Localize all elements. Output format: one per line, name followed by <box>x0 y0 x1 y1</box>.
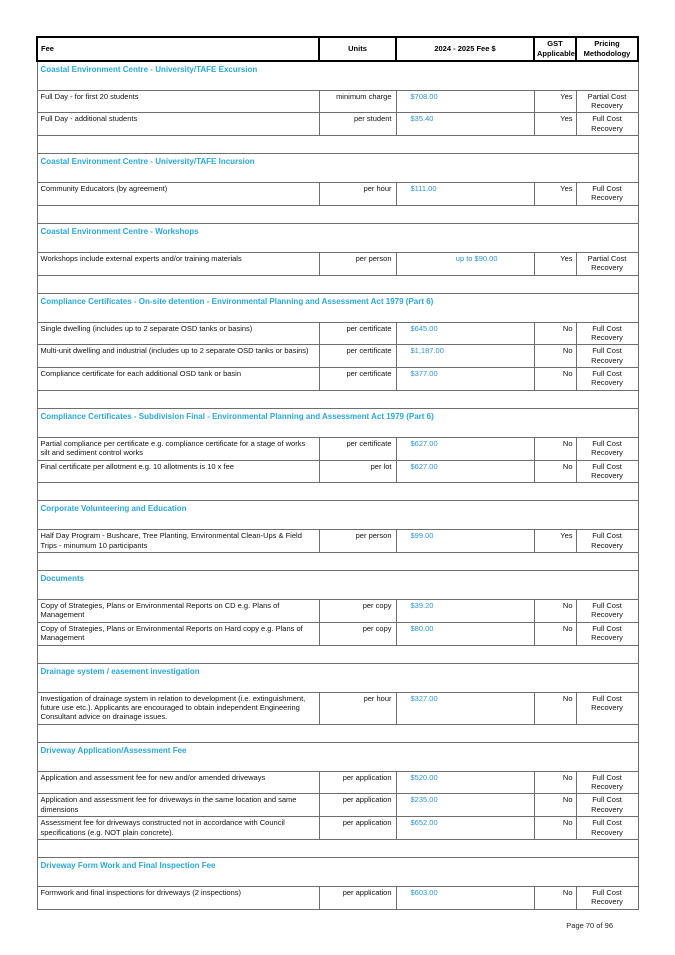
gst-applicable-value: No <box>534 600 576 623</box>
section-spacer-row <box>37 483 638 501</box>
section-spacer-row <box>37 390 638 408</box>
fee-row <box>37 460 638 483</box>
fee-units: per copy <box>319 600 396 623</box>
section-heading-row <box>37 501 638 530</box>
fee-row <box>37 692 638 724</box>
fee-row <box>37 322 638 345</box>
pricing-methodology-value: Full Cost Recovery <box>576 600 638 623</box>
section-spacer <box>37 724 638 742</box>
fee-amount: $35.40 <box>396 113 534 136</box>
fee-units: per certificate <box>319 322 396 345</box>
fee-row <box>37 368 638 391</box>
section-heading-row <box>37 742 638 771</box>
fee-description: Application and assessment fee for new and/or amended driveways <box>37 771 319 794</box>
section-spacer-row <box>37 136 638 154</box>
column-header-gst-applicable: GST Applicable <box>534 37 576 61</box>
gst-applicable-value: Yes <box>534 183 576 206</box>
pricing-methodology-value: Full Cost Recovery <box>576 622 638 645</box>
section-title: Coastal Environment Centre - University/TAFE Excursion <box>37 61 638 91</box>
fee-amount: $80.00 <box>396 622 534 645</box>
fee-description: Copy of Strategies, Plans or Environmental Reports on CD e.g. Plans of Management <box>37 600 319 623</box>
section-title: Compliance Certificates - On-site detention - Environmental Planning and Assessment Act 1979 (Part 6) <box>37 293 638 322</box>
page-number: Page 70 of 96 <box>566 921 613 930</box>
fee-row <box>37 530 638 553</box>
fee-units: per application <box>319 817 396 840</box>
fee-description: Assessment fee for driveways constructed not in accordance with Council specifications (e.g. NOT plain concrete). <box>37 817 319 840</box>
gst-applicable-value: Yes <box>534 90 576 113</box>
gst-applicable-value: No <box>534 692 576 724</box>
fee-amount: $39.20 <box>396 600 534 623</box>
section-spacer <box>37 275 638 293</box>
gst-applicable-value: No <box>534 794 576 817</box>
fee-units: minimum charge <box>319 90 396 113</box>
column-header-fee-amount: 2024 - 2025 Fee $ <box>396 37 534 61</box>
table-header-row <box>37 37 638 61</box>
section-heading-row <box>37 61 638 91</box>
fee-row <box>37 345 638 368</box>
fee-units: per person <box>319 252 396 275</box>
gst-applicable-value: No <box>534 771 576 794</box>
fee-description: Partial compliance per certificate e.g. compliance certificate for a stage of works silt and sediment control works <box>37 437 319 460</box>
fee-row <box>37 794 638 817</box>
fee-units: per lot <box>319 460 396 483</box>
section-spacer <box>37 483 638 501</box>
fee-amount: $99.00 <box>396 530 534 553</box>
fee-amount: $627.00 <box>396 437 534 460</box>
section-spacer-row <box>37 645 638 663</box>
fee-row <box>37 252 638 275</box>
fee-units: per hour <box>319 692 396 724</box>
section-title: Coastal Environment Centre - University/TAFE Incursion <box>37 154 638 183</box>
fee-description: Final certificate per allotment e.g. 10 allotments is 10 x fee <box>37 460 319 483</box>
pricing-methodology-value: Full Cost Recovery <box>576 460 638 483</box>
section-spacer <box>37 205 638 223</box>
fee-row <box>37 437 638 460</box>
section-spacer-row <box>37 275 638 293</box>
section-spacer-row <box>37 839 638 857</box>
column-header-pricing-methodology: Pricing Methodology <box>576 37 638 61</box>
fee-row <box>37 771 638 794</box>
pricing-methodology-value: Partial Cost Recovery <box>576 90 638 113</box>
gst-applicable-value: Yes <box>534 252 576 275</box>
fee-description: Formwork and final inspections for driveways (2 inspections) <box>37 886 319 909</box>
section-spacer <box>37 390 638 408</box>
gst-applicable-value: Yes <box>534 113 576 136</box>
section-title: Coastal Environment Centre - Workshops <box>37 223 638 252</box>
fees-table-body <box>37 61 638 910</box>
fee-row <box>37 600 638 623</box>
pricing-methodology-value: Full Cost Recovery <box>576 530 638 553</box>
section-title: Compliance Certificates - Subdivision Final - Environmental Planning and Assessment Act 1979 (Part 6) <box>37 408 638 437</box>
fee-row <box>37 886 638 909</box>
fee-amount: $627.00 <box>396 460 534 483</box>
fee-row <box>37 622 638 645</box>
fee-description: Copy of Strategies, Plans or Environmental Reports on Hard copy e.g. Plans of Management <box>37 622 319 645</box>
section-title: Driveway Form Work and Final Inspection Fee <box>37 857 638 886</box>
gst-applicable-value: No <box>534 817 576 840</box>
section-title: Documents <box>37 571 638 600</box>
fee-amount: $111.00 <box>396 183 534 206</box>
pricing-methodology-value: Full Cost Recovery <box>576 771 638 794</box>
fee-description: Application and assessment fee for driveways in the same location and same dimensions <box>37 794 319 817</box>
fee-description: Workshops include external experts and/or training materials <box>37 252 319 275</box>
gst-applicable-value: No <box>534 886 576 909</box>
fee-amount: $235.00 <box>396 794 534 817</box>
fee-amount: $708.00 <box>396 90 534 113</box>
gst-applicable-value: No <box>534 368 576 391</box>
fee-units: per application <box>319 886 396 909</box>
pricing-methodology-value: Full Cost Recovery <box>576 345 638 368</box>
pricing-methodology-value: Partial Cost Recovery <box>576 252 638 275</box>
section-spacer <box>37 553 638 571</box>
section-title: Corporate Volunteering and Education <box>37 501 638 530</box>
gst-applicable-value: No <box>534 437 576 460</box>
section-spacer-row <box>37 205 638 223</box>
fee-description: Investigation of drainage system in relation to development (i.e. extinguishment, future use etc.). Applicants are encouraged to obtain independent Engineering Consultant advice on drainage issues. <box>37 692 319 724</box>
section-spacer-row <box>37 553 638 571</box>
section-title: Drainage system / easement investigation <box>37 663 638 692</box>
section-heading-row <box>37 408 638 437</box>
gst-applicable-value: No <box>534 322 576 345</box>
section-heading-row <box>37 293 638 322</box>
fees-table <box>36 36 639 910</box>
fee-description: Full Day - additional students <box>37 113 319 136</box>
fee-units: per hour <box>319 183 396 206</box>
gst-applicable-value: No <box>534 622 576 645</box>
fee-description: Community Educators (by agreement) <box>37 183 319 206</box>
section-heading-row <box>37 154 638 183</box>
fee-amount: $377.00 <box>396 368 534 391</box>
gst-applicable-value: No <box>534 345 576 368</box>
section-spacer <box>37 136 638 154</box>
fee-units: per application <box>319 771 396 794</box>
fee-amount: up to $90.00 <box>396 252 534 275</box>
column-header-units: Units <box>319 37 396 61</box>
fee-units: per certificate <box>319 345 396 368</box>
fee-amount: $645.00 <box>396 322 534 345</box>
pricing-methodology-value: Full Cost Recovery <box>576 368 638 391</box>
pricing-methodology-value: Full Cost Recovery <box>576 437 638 460</box>
fee-amount: $520.00 <box>396 771 534 794</box>
fee-row <box>37 817 638 840</box>
fee-units: per person <box>319 530 396 553</box>
pricing-methodology-value: Full Cost Recovery <box>576 817 638 840</box>
pricing-methodology-value: Full Cost Recovery <box>576 322 638 345</box>
fee-units: per student <box>319 113 396 136</box>
fee-description: Full Day - for first 20 students <box>37 90 319 113</box>
fee-units: per certificate <box>319 368 396 391</box>
fee-amount: $327.00 <box>396 692 534 724</box>
fee-description: Half Day Program - Bushcare, Tree Planting, Environmental Clean-Ups & Field Trips - minumum 10 participants <box>37 530 319 553</box>
pricing-methodology-value: Full Cost Recovery <box>576 886 638 909</box>
section-heading-row <box>37 223 638 252</box>
pricing-methodology-value: Full Cost Recovery <box>576 794 638 817</box>
fee-amount: $603.00 <box>396 886 534 909</box>
fee-row <box>37 90 638 113</box>
fee-units: per application <box>319 794 396 817</box>
section-title: Driveway Application/Assessment Fee <box>37 742 638 771</box>
fee-units: per copy <box>319 622 396 645</box>
section-spacer <box>37 839 638 857</box>
fee-amount: $652.00 <box>396 817 534 840</box>
fee-row <box>37 183 638 206</box>
section-heading-row <box>37 857 638 886</box>
section-spacer <box>37 645 638 663</box>
fee-description: Compliance certificate for each additional OSD tank or basin <box>37 368 319 391</box>
fee-amount: $1,187.00 <box>396 345 534 368</box>
fee-units: per certificate <box>319 437 396 460</box>
gst-applicable-value: No <box>534 460 576 483</box>
fee-row <box>37 113 638 136</box>
pricing-methodology-value: Full Cost Recovery <box>576 183 638 206</box>
gst-applicable-value: Yes <box>534 530 576 553</box>
section-spacer-row <box>37 724 638 742</box>
section-heading-row <box>37 663 638 692</box>
pricing-methodology-value: Full Cost Recovery <box>576 113 638 136</box>
fee-description: Single dwelling (includes up to 2 separate OSD tanks or basins) <box>37 322 319 345</box>
fee-description: Multi-unit dwelling and industrial (includes up to 2 separate OSD tanks or basins) <box>37 345 319 368</box>
section-heading-row <box>37 571 638 600</box>
column-header-fee: Fee <box>37 37 319 61</box>
pricing-methodology-value: Full Cost Recovery <box>576 692 638 724</box>
